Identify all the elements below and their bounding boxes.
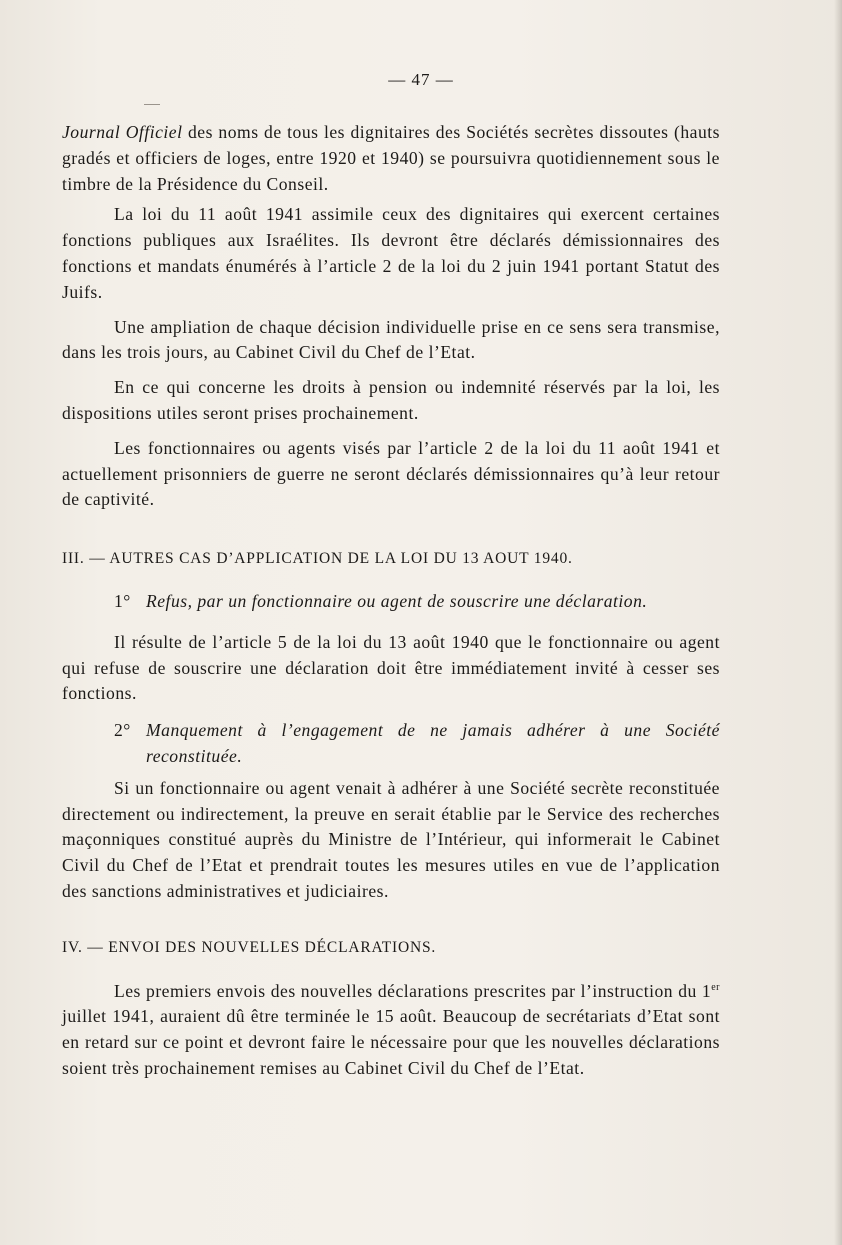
section-heading-iv: IV. — ENVOI DES NOUVELLES DÉCLARATIONS. <box>62 938 437 956</box>
paragraph-envois-part-1: Les premiers envois des nouvelles déclarations prescrites par l’instruction du 1 <box>114 980 712 1001</box>
ordinal-superscript: er <box>711 981 720 993</box>
section-heading-iii: III. — AUTRES CAS D’APPLICATION DE LA LOI DU 13 AOUT 1940. <box>62 550 573 568</box>
stray-mark <box>144 104 160 105</box>
page-edge-shadow <box>834 0 842 1245</box>
paragraph-journal-officiel <box>62 120 720 197</box>
sub-item-1-title: Refus, par un fonctionnaire ou agent de souscrire une déclaration. <box>146 590 648 611</box>
sub-item-1-number: 1° <box>114 590 131 611</box>
paragraph-prisonniers: Les fonctionnaires ou agents visés par l’article 2 de la loi du 11 août 1941 et actuellement prisonniers de guerre ne seront déclarés démissionnaires qu’à leur retour de captivité. <box>62 437 720 510</box>
paragraph-droits-pension: En ce qui concerne les droits à pension ou indemnité réservés par la loi, les dispositions utiles seront prises prochainement. <box>62 377 720 423</box>
paragraph-envois-part-2: juillet 1941, auraient dû être terminée le 15 août. Beaucoup de secrétariats d’Etat sont en retard sur ce point et devront faire le nécessaire pour que les nouvelles déclarations soient très prochainement remises au Cabinet Civil du Chef de l’Etat. <box>62 1006 720 1078</box>
journal-officiel-title: Journal Officiel <box>62 122 183 142</box>
paragraph-manquement: Si un fonctionnaire ou agent venait à adhérer à une Société secrète reconstituée directement ou indirectement, la preuve en serait établie par le Service des recherches maçonniques constitué auprès du Ministre de l’Intérieur, qui informerait le Cabinet Civil du Chef de l’Etat et prendrait toutes les mesures utiles en vue de l’application des sanctions administratives et judiciaires. <box>62 777 720 901</box>
paragraph-refus: Il résulte de l’article 5 de la loi du 13 août 1940 que le fonctionnaire ou agent qui refuse de souscrire une déclaration doit être immédiatement invité à cesser ses fonctions. <box>62 631 720 704</box>
paragraph-loi-11-aout: La loi du 11 août 1941 assimile ceux des dignitaires qui exercent certaines fonctions publiques aux Israélites. Ils devront être déclarés démissionnaires des fonctions et mandats énumérés à l’article 2 de la loi du 2 juin 1941 portant Statut des Juifs. <box>62 204 720 302</box>
sub-item-2-number: 2° <box>114 720 131 741</box>
paragraph-ampliation: Une ampliation de chaque décision individuelle prise en ce sens sera transmise, dans les trois jours, au Cabinet Civil du Chef de l’Etat. <box>62 316 720 363</box>
sub-item-1 <box>62 589 720 615</box>
sub-item-2-title: Manquement à l’engagement de ne jamais adhérer à une Société reconstituée. <box>146 720 720 766</box>
paragraph-envois <box>62 979 720 1082</box>
page-number: — 47 — <box>388 70 454 89</box>
sub-item-2 <box>62 718 720 770</box>
page-body <box>62 120 720 1082</box>
paragraph-1-text: des noms de tous les dignitaires des Sociétés secrètes dissoutes (hauts gradés et officiers de loges, entre 1920 et 1940) se poursuivra quotidiennement sous le timbre de la Présidence du Conseil. <box>62 122 720 194</box>
